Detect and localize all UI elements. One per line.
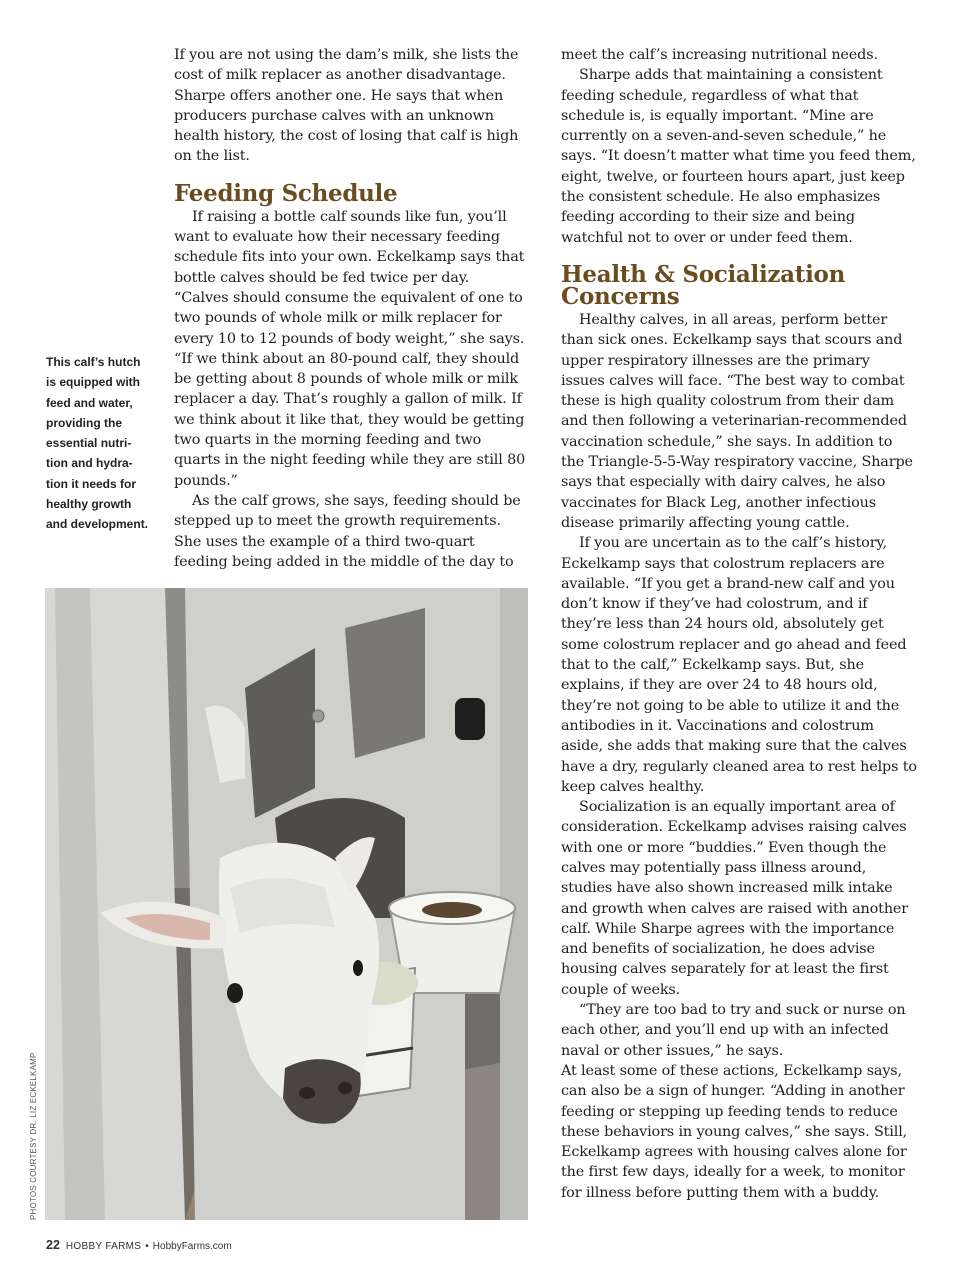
article-column-right [561,45,917,1203]
page-footer [46,1238,232,1252]
paragraph: meet the calf’s increasing nutritional needs. [561,47,878,63]
paragraph: As the calf grows, she says, feeding should be stepped up to meet the growth requirements. She uses the example of a third two-quart feeding being added in the middle of the day to [174,492,521,570]
footer-separator: • [145,1241,149,1252]
paragraph: At least some of these actions, Eckelkamp says, can also be a sign of hunger. “Adding in another feeding or stepping up feeding tends to reduce these behaviors in young calves,” she says. Still, Eckelkamp agrees with housing calves alone for the first few days, ideally for a week, to monitor for illness before putting them with a buddy. [561,1062,908,1201]
paragraph: “They are too bad to try and suck or nurse on each other, and you’ll end up with an infected naval or other issues,” he says. [561,1002,906,1059]
page-number: 22 [46,1238,60,1252]
section-heading-feeding-schedule: Feeding Schedule [174,179,398,207]
section-heading-health-socialization: Health & Socialization Concerns [561,260,845,310]
magazine-name: HOBBY FARMS [65,1241,142,1252]
paragraph: If you are not using the dam’s milk, she lists the cost of milk replacer as another disadvantage. Sharpe offers another one. He says that when producers purchase calves with an unknown health history, the cost of losing that calf is high on the list. [174,47,519,165]
paragraph: If you are uncertain as to the calf’s history, Eckelkamp says that colostrum replacers are available. “If you get a brand-new calf and you don’t know if they’ve had colostrum, and if they’re less than 24 hours old, absolutely get some colostrum replacer and go ahead and feed that to the calf,” Eckelkamp says. But, she explains, if they are over 24 to 48 hours old, they’re not going to be able to utilize it and the antibodies in it. Vaccinations and colostrum aside, she adds that making sure that the calves have a dry, regularly cleaned area to rest helps to keep calves healthy. [561,535,917,795]
article-column-middle [174,45,526,572]
paragraph: Socialization is an equally important area of consideration. Eckelkamp advises raising calves with one or more “buddies.” Even though the calves may potentially pass illness around, studies have also shown increased milk intake and growth when calves are raised with another calf. While Sharpe agrees with the importance and benefits of socialization, he does advise housing calves separately for at least the first couple of weeks. [561,799,909,998]
paragraph: If raising a bottle calf sounds like fun, you’ll want to evaluate how their necessary feeding schedule fits into your own. Eckelkamp says that bottle calves should be fed twice per day. “Calves should consume the equivalent of one to two pounds of whole milk or milk replacer for every 10 to 12 pounds of body weight,” she says. “If we think about an 80-pound calf, they should be getting about 8 pounds of whole milk or milk replacer a day. That’s roughly a gallon of milk. If we think about it like that, they would be getting two quarts in the morning feeding and two quarts in the night feeding while they are still 80 pounds.” [174,208,526,489]
website-link[interactable]: HobbyFarms.com [152,1241,232,1252]
paragraph: Sharpe adds that maintaining a consistent feeding schedule, regardless of what that schedule is, is equally important. “Mine are currently on a seven-and-seven schedule,” he says. “It doesn’t matter what time you feed them, eight, twelve, or fourteen hours apart, just keep the consistent schedule. He also emphasizes feeding according to their size and being watchful not to over or under feed them. [561,67,916,246]
paragraph: Healthy calves, in all areas, perform better than sick ones. Eckelkamp says that scours and upper respiratory illnesses are the primary issues calves will face. “The best way to combat these is high quality colostrum from their dam and then following a veterinarian-recommended vaccination schedule,” she says. In addition to the Triangle-5-5-Way respiratory vaccine, Sharpe says that especially with dairy calves, he also vaccinates for Black Leg, another infectious disease primarily affecting young cattle. [561,311,913,531]
calf-photo [45,588,528,1220]
photo-caption: This calf’s hutch is equipped with feed and water, providing the essential nutri-tion and hydra-tion it needs for healthy growth and development. [46,355,149,532]
photo-credit: PHOTOS COURTESY DR. LIZ ECKELKAMP [29,1052,38,1220]
